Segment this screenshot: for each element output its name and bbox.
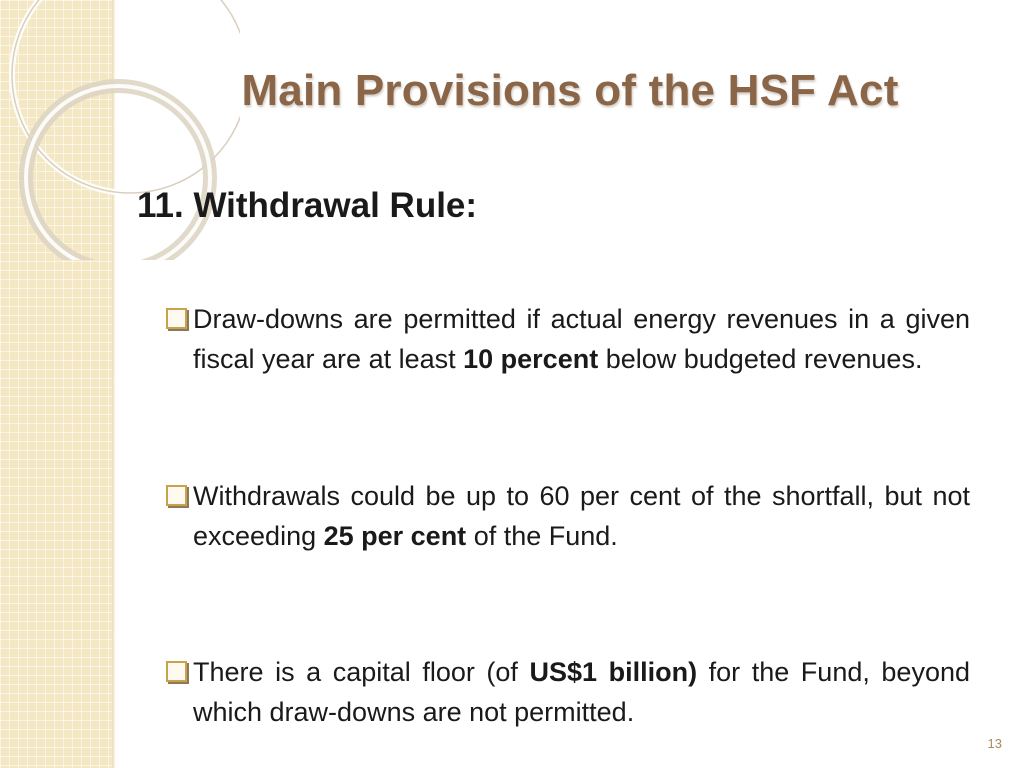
bullet-text: There is a capital floor (of US$1 billion) for the Fund, beyond which draw-downs are not permitted. (193, 657, 970, 727)
bullet-text: Withdrawals could be up to 60 per cent of the shortfall, but not exceeding 25 per cent of the Fund. (193, 481, 970, 551)
bullet-text: Draw-downs are permitted if actual energy revenues in a given fiscal year are at least 10 percent below budgeted revenues. (193, 304, 970, 374)
checkbox-bullet-icon (166, 661, 187, 682)
section-heading: 11. Withdrawal Rule: (137, 186, 478, 225)
checkbox-bullet-icon (166, 485, 187, 506)
checkbox-bullet-icon (166, 308, 187, 329)
bullet-withdrawals (193, 476, 970, 556)
slide-title: Main Provisions of the HSF Act (241, 66, 899, 115)
decorative-sidebar (0, 0, 112, 768)
page-number: 13 (987, 736, 1002, 751)
bullet-drawdowns (193, 299, 970, 379)
bullet-capital-floor (193, 652, 970, 732)
sidebar-edge (112, 0, 115, 768)
